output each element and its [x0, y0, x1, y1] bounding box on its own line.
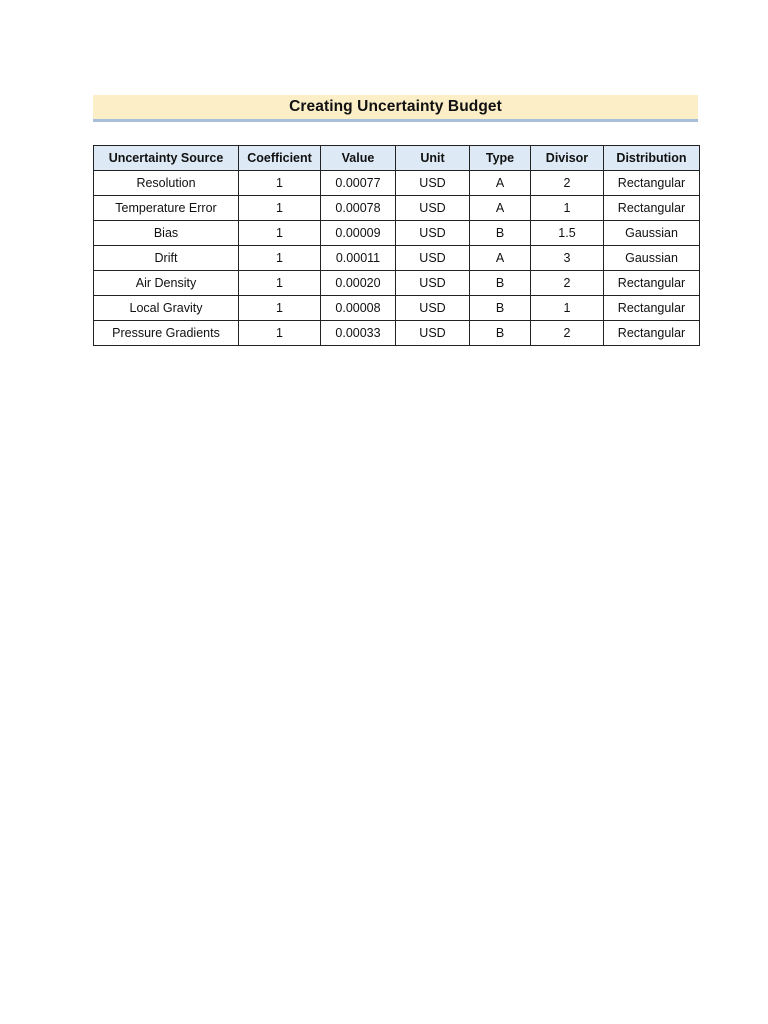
table-row [94, 246, 700, 271]
cell-value: 0.00077 [321, 171, 396, 196]
cell-divisor: 3 [531, 246, 604, 271]
column-header-value: Value [321, 146, 396, 171]
cell-type: B [470, 271, 531, 296]
cell-type: B [470, 321, 531, 346]
cell-unit: USD [396, 196, 470, 221]
table-row [94, 171, 700, 196]
cell-divisor: 1.5 [531, 221, 604, 246]
column-header-unit: Unit [396, 146, 470, 171]
column-header-coefficient: Coefficient [239, 146, 321, 171]
cell-value: 0.00033 [321, 321, 396, 346]
cell-uncertainty-source: Pressure Gradients [94, 321, 239, 346]
cell-unit: USD [396, 296, 470, 321]
cell-distribution: Rectangular [604, 171, 700, 196]
cell-uncertainty-source: Bias [94, 221, 239, 246]
cell-unit: USD [396, 321, 470, 346]
table-row [94, 321, 700, 346]
cell-type: B [470, 296, 531, 321]
uncertainty-budget-table [93, 145, 700, 346]
title-band [93, 95, 698, 122]
cell-distribution: Gaussian [604, 246, 700, 271]
cell-divisor: 2 [531, 271, 604, 296]
cell-coefficient: 1 [239, 271, 321, 296]
cell-coefficient: 1 [239, 196, 321, 221]
cell-distribution: Rectangular [604, 321, 700, 346]
cell-uncertainty-source: Temperature Error [94, 196, 239, 221]
table-row [94, 296, 700, 321]
cell-divisor: 2 [531, 171, 604, 196]
cell-unit: USD [396, 221, 470, 246]
cell-type: A [470, 246, 531, 271]
cell-type: A [470, 171, 531, 196]
cell-uncertainty-source: Local Gravity [94, 296, 239, 321]
cell-uncertainty-source: Resolution [94, 171, 239, 196]
document-title: Creating Uncertainty Budget [289, 98, 502, 115]
cell-distribution: Rectangular [604, 196, 700, 221]
column-header-type: Type [470, 146, 531, 171]
cell-value: 0.00008 [321, 296, 396, 321]
cell-unit: USD [396, 171, 470, 196]
cell-distribution: Rectangular [604, 271, 700, 296]
cell-value: 0.00020 [321, 271, 396, 296]
cell-type: A [470, 196, 531, 221]
cell-distribution: Gaussian [604, 221, 700, 246]
cell-uncertainty-source: Drift [94, 246, 239, 271]
cell-value: 0.00078 [321, 196, 396, 221]
cell-uncertainty-source: Air Density [94, 271, 239, 296]
cell-divisor: 1 [531, 296, 604, 321]
cell-coefficient: 1 [239, 296, 321, 321]
cell-unit: USD [396, 246, 470, 271]
cell-distribution: Rectangular [604, 296, 700, 321]
cell-divisor: 1 [531, 196, 604, 221]
table-header-row [94, 146, 700, 171]
cell-divisor: 2 [531, 321, 604, 346]
table-row [94, 221, 700, 246]
cell-type: B [470, 221, 531, 246]
cell-coefficient: 1 [239, 171, 321, 196]
column-header-uncertainty-source: Uncertainty Source [94, 146, 239, 171]
cell-value: 0.00009 [321, 221, 396, 246]
cell-value: 0.00011 [321, 246, 396, 271]
table-row [94, 196, 700, 221]
cell-coefficient: 1 [239, 221, 321, 246]
column-header-divisor: Divisor [531, 146, 604, 171]
cell-coefficient: 1 [239, 321, 321, 346]
column-header-distribution: Distribution [604, 146, 700, 171]
cell-unit: USD [396, 271, 470, 296]
cell-coefficient: 1 [239, 246, 321, 271]
table-row [94, 271, 700, 296]
